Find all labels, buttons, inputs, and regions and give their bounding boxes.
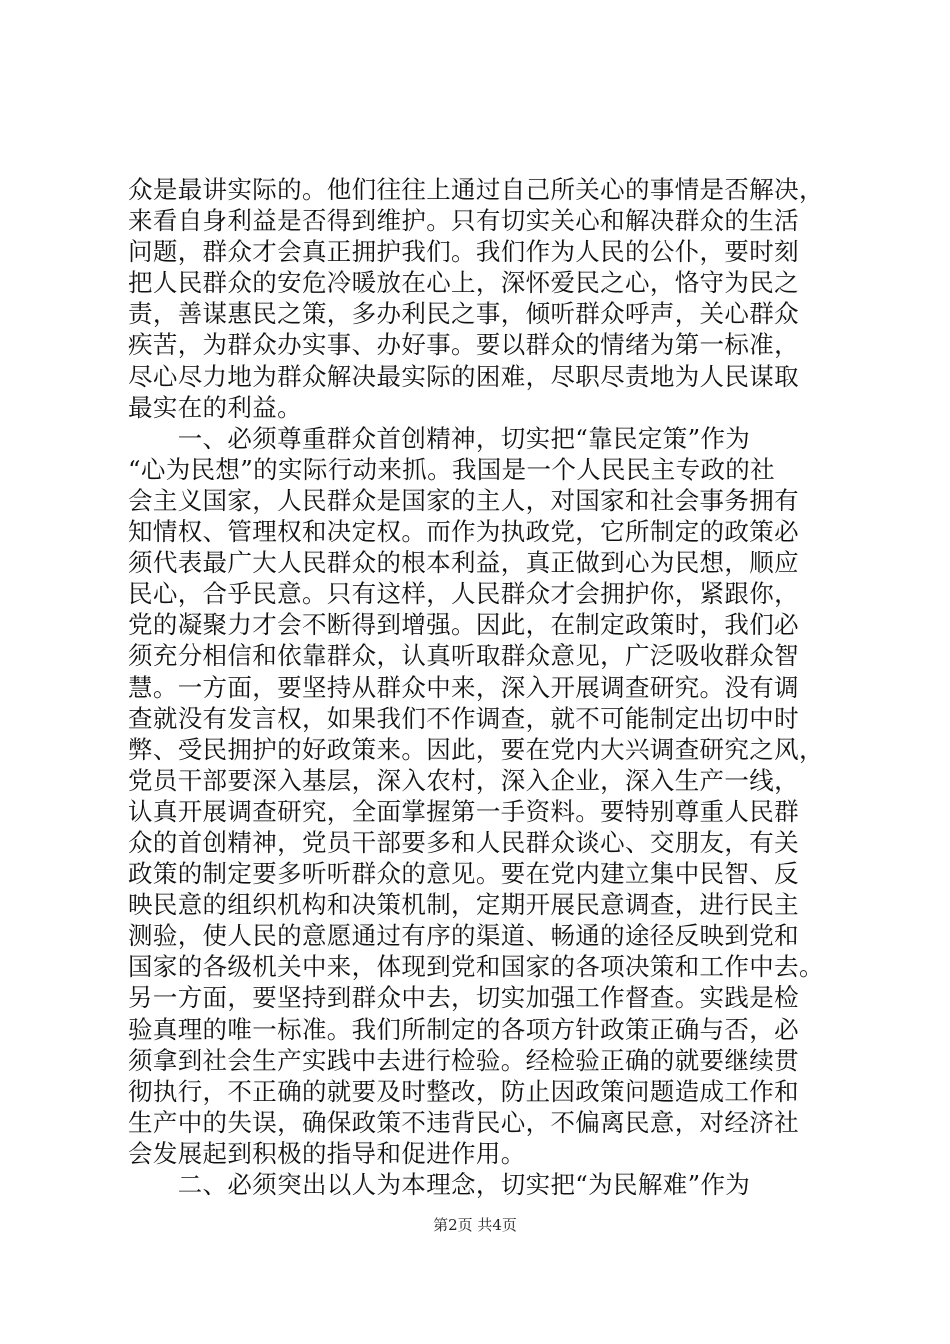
- text-line: 国家的各级机关中来，体现到党和国家的各项决策和工作中去。: [128, 952, 824, 982]
- text-line: 疾苦，为群众办实事、办好事。要以群众的情绪为第一标准，: [128, 330, 799, 360]
- text-line: 众的首创精神，党员干部要多和人民群众谈心、交朋友，有关: [128, 827, 799, 857]
- text-line: “心为民想”的实际行动来抓。我国是一个人民民主专政的社: [128, 454, 775, 484]
- text-line: 最实在的利益。: [128, 392, 302, 422]
- text-line: 另一方面，要坚持到群众中去，切实加强工作督查。实践是检: [128, 983, 799, 1013]
- text-line: 众是最讲实际的。他们往往上通过自己所关心的事情是否解决，: [128, 175, 824, 204]
- text-line: 弊、受民拥护的好政策来。因此，要在党内大兴调查研究之风，: [128, 734, 824, 764]
- text-line: 二、必须突出以人为本理念，切实把“为民解难”作为: [128, 1170, 751, 1199]
- text-line: 责，善谋惠民之策，多办利民之事，倾听群众呼声，关心群众: [128, 299, 799, 329]
- text-line: 把人民群众的安危冷暖放在心上，深怀爱民之心，恪守为民之: [128, 268, 799, 298]
- text-line: 政策的制定要多听听群众的意见。要在党内建立集中民智、反: [128, 859, 799, 889]
- text-line: 查就没有发言权，如果我们不作调查，就不可能制定出切中时: [128, 703, 799, 733]
- body-text: [128, 174, 848, 1200]
- text-line: 一、必须尊重群众首创精神，切实把“靠民定策”作为: [128, 423, 751, 453]
- page-footer: 第2页 共4页: [433, 1216, 517, 1234]
- text-line: 须充分相信和依靠群众，认真听取群众意见，广泛吸收群众智: [128, 641, 799, 671]
- text-line: 会主义国家，人民群众是国家的主人，对国家和社会事务拥有: [128, 485, 799, 515]
- text-line: 问题，群众才会真正拥护我们。我们作为人民的公仆，要时刻: [128, 237, 799, 267]
- text-line: 尽心尽力地为群众解决最实际的困难，尽职尽责地为人民谋取: [128, 361, 799, 391]
- text-line: 测验，使人民的意愿通过有序的渠道、畅通的途径反映到党和: [128, 921, 799, 951]
- text-line: 映民意的组织机构和决策机制，定期开展民意调查，进行民主: [128, 890, 799, 920]
- text-line: 须代表最广大人民群众的根本利益，真正做到心为民想，顺应: [128, 548, 799, 578]
- text-line: 知情权、管理权和决定权。而作为执政党，它所制定的政策必: [128, 517, 799, 547]
- text-line: 须拿到社会生产实践中去进行检验。经检验正确的就要继续贯: [128, 1045, 799, 1075]
- text-line: 验真理的唯一标准。我们所制定的各项方针政策正确与否，必: [128, 1014, 799, 1044]
- text-line: 生产中的失误，确保政策不违背民心，不偏离民意，对经济社: [128, 1107, 799, 1137]
- text-line: 党员干部要深入基层，深入农村，深入企业，深入生产一线，: [128, 765, 799, 795]
- text-line: 彻执行，不正确的就要及时整改，防止因政策问题造成工作和: [128, 1076, 799, 1106]
- text-line: 慧。一方面，要坚持从群众中来，深入开展调查研究。没有调: [128, 672, 799, 702]
- text-line: 来看自身利益是否得到维护。只有切实关心和解决群众的生活: [128, 206, 799, 236]
- text-line: 认真开展调查研究，全面掌握第一手资料。要特别尊重人民群: [128, 796, 799, 826]
- text-line: 民心，合乎民意。只有这样，人民群众才会拥护你，紧跟你，: [128, 579, 799, 609]
- text-line: 会发展起到积极的指导和促进作用。: [128, 1138, 526, 1168]
- text-line: 党的凝聚力才会不断得到增强。因此，在制定政策时，我们必: [128, 610, 799, 640]
